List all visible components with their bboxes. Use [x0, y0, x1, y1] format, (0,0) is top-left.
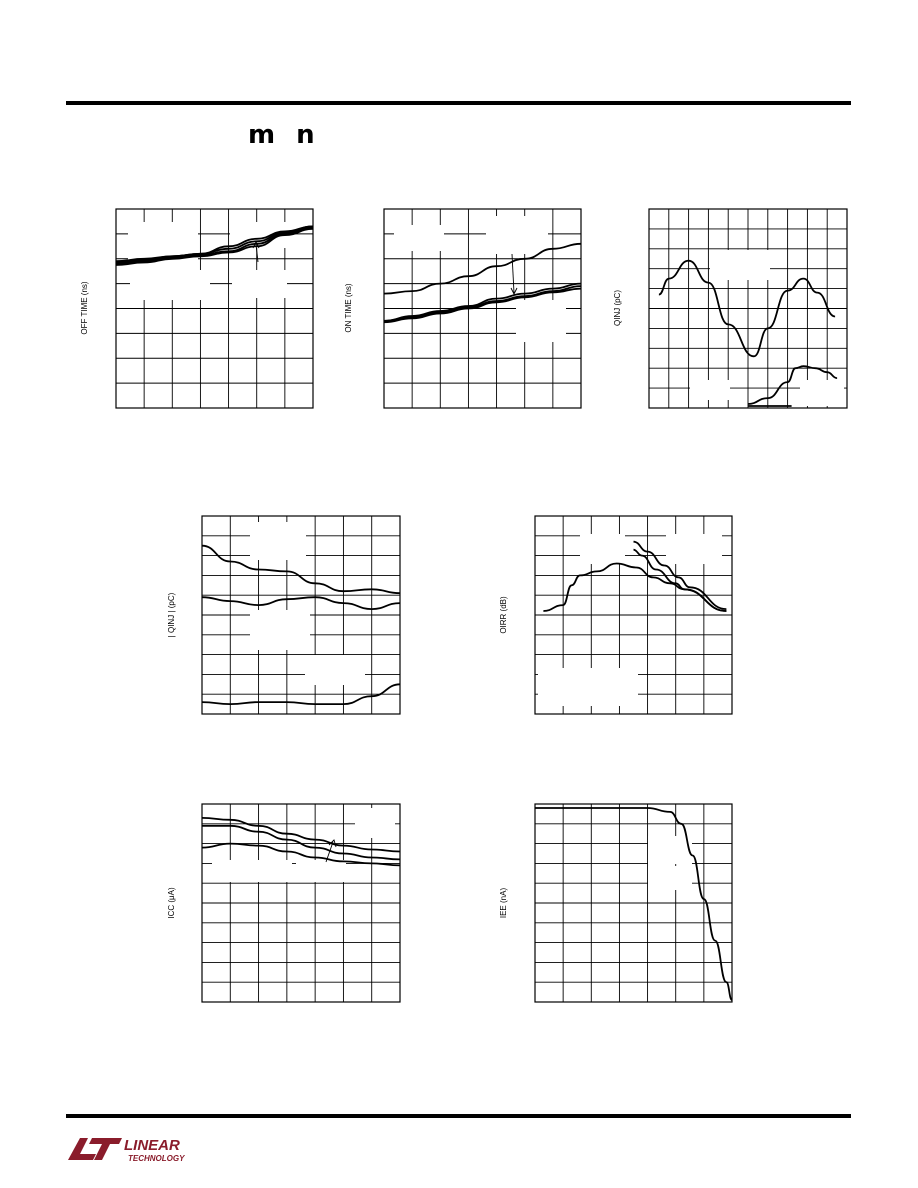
blank-annotation-area: [296, 860, 346, 882]
blank-annotation-area: [538, 668, 638, 706]
blank-annotation-area: [305, 655, 365, 685]
y-axis-label: OFF TIME (ns): [80, 281, 89, 335]
series-line-1: [535, 808, 732, 1000]
chart-iee: [499, 804, 732, 1002]
y-axis-label: ON TIME (ns): [344, 283, 353, 333]
linear-technology-logo: [66, 1130, 196, 1166]
blank-annotation-area: [212, 860, 292, 882]
chart-abs-qinj: [167, 516, 400, 714]
blank-annotation-area: [250, 610, 310, 650]
y-axis-label: QINJ (pC): [613, 290, 622, 326]
chart-on-time: [344, 209, 581, 408]
blank-annotation-area: [800, 380, 844, 406]
y-axis-label: IEE (nA): [499, 887, 508, 919]
blank-annotation-area: [130, 270, 210, 300]
y-axis-label: ICC (μA): [167, 887, 176, 919]
bottom-rule: [66, 1114, 851, 1118]
blank-annotation-area: [690, 380, 730, 400]
blank-annotation-area: [355, 808, 395, 838]
blank-annotation-area: [710, 250, 770, 280]
series-line-1: [543, 564, 726, 612]
blank-annotation-area: [580, 534, 625, 564]
blank-annotation-area: [486, 216, 548, 254]
blank-annotation-area: [394, 225, 444, 251]
y-axis-label: OIRR (dB): [499, 596, 508, 634]
y-axis-label: | QINJ | (pC): [167, 592, 176, 638]
pointer-arrow: [512, 254, 514, 293]
logo-word-linear: LINEAR: [124, 1137, 180, 1154]
section-header-glyphs: m n: [248, 120, 321, 150]
series-line-2: [202, 597, 400, 609]
blank-annotation-area: [516, 300, 566, 342]
blank-annotation-area: [250, 522, 306, 560]
chart-off-time: [80, 209, 313, 408]
chart-icc: [167, 804, 400, 1002]
blank-annotation-area: [232, 270, 287, 298]
blank-annotation-area: [128, 222, 198, 272]
blank-annotation-area: [648, 836, 692, 864]
chart-oirr: [499, 516, 732, 714]
chart-grid: [535, 804, 732, 1002]
chart-qinj-sweep: [613, 209, 847, 408]
logo-mark: [68, 1138, 122, 1160]
series-line-1: [384, 244, 581, 294]
blank-annotation-area: [648, 866, 692, 890]
blank-annotation-area: [666, 534, 722, 564]
logo-word-technology: TECHNOLOGY: [128, 1154, 185, 1163]
chart-grid: [649, 209, 847, 408]
